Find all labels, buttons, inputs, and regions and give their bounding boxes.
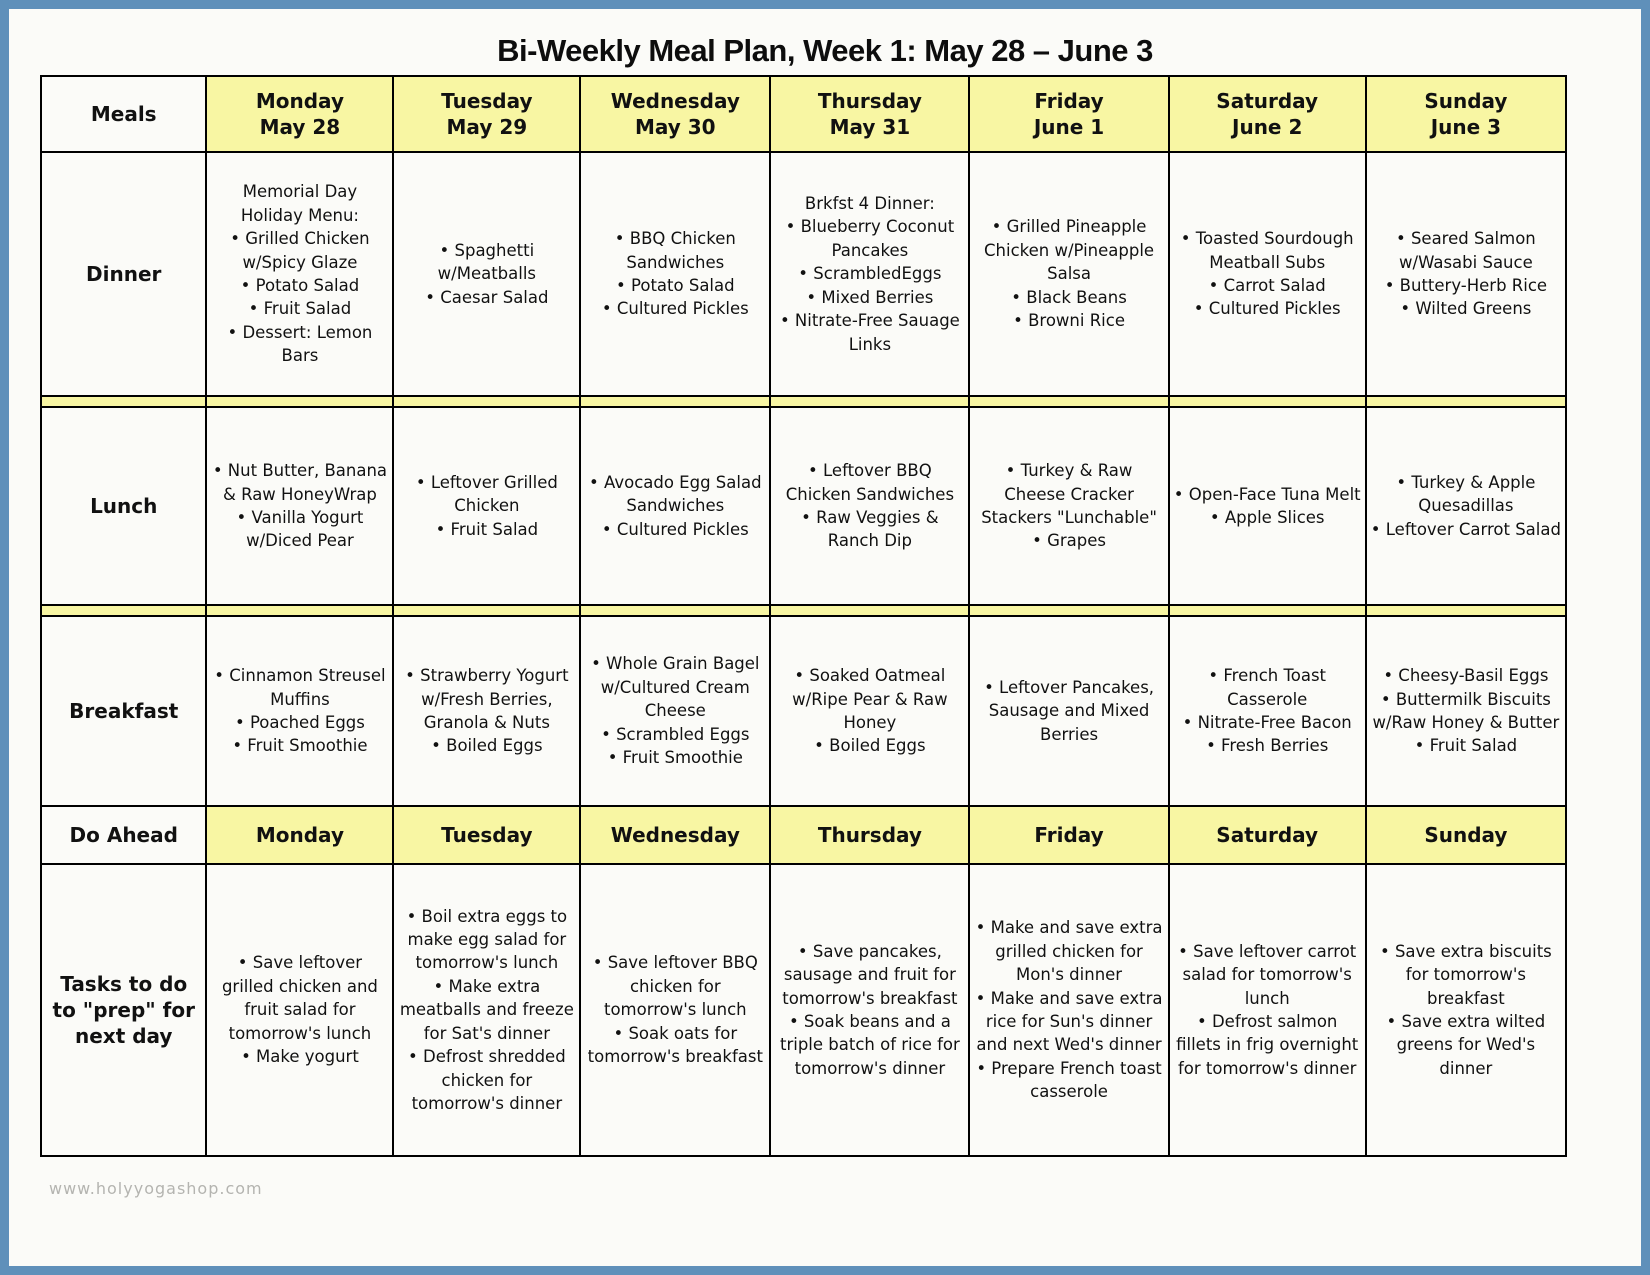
breakfast-saturday (1169, 616, 1366, 806)
task-item: • Save extra wilted greens for Wed's dinner (1386, 1012, 1546, 1078)
row-label-do-ahead: Do Ahead (41, 806, 206, 864)
menu-item: • Fruit Salad (248, 299, 352, 319)
dinner-row (41, 152, 1566, 396)
day-name: Tuesday (441, 89, 533, 113)
breakfast-thursday (770, 616, 969, 806)
menu-item: • Nitrate-Free Sauage Links (779, 311, 960, 354)
tasks-thursday (770, 864, 969, 1156)
tasks-row (41, 864, 1566, 1156)
menu-item: Memorial Day Holiday Menu: (240, 182, 359, 225)
task-item: • Save leftover BBQ chicken for tomorrow's lunch (592, 953, 758, 1020)
menu-item: • Strawberry Yogurt w/Fresh Berries, Granola & Nuts (405, 666, 569, 732)
dinner-saturday (1169, 152, 1366, 396)
do-ahead-row (41, 806, 1566, 864)
do-ahead-saturday: Saturday (1169, 806, 1366, 864)
menu-item: • Carrot Salad (1208, 276, 1326, 295)
separator-cell (969, 605, 1168, 616)
lunch-saturday (1169, 407, 1366, 605)
menu-item: • Poached Eggs (234, 713, 365, 732)
menu-item: Brkfst 4 Dinner: (804, 194, 935, 214)
tasks-friday (969, 864, 1168, 1156)
menu-item: • Boiled Eggs (431, 736, 543, 756)
breakfast-tuesday (393, 616, 580, 806)
do-ahead-friday: Friday (969, 806, 1168, 864)
separator-cell (206, 605, 393, 616)
dinner-sunday (1366, 152, 1566, 396)
do-ahead-wednesday: Wednesday (580, 806, 770, 864)
menu-item: • Buttermilk Biscuits w/Raw Honey & Butter (1372, 689, 1560, 732)
menu-item: • Avocado Egg Salad Sandwiches (589, 472, 762, 516)
row-label-tasks: Tasks to do to "prep" for next day (41, 864, 206, 1156)
dinner-monday (206, 152, 393, 396)
separator-cell (206, 396, 393, 407)
day-date: May 30 (634, 115, 716, 139)
separator-cell (1169, 605, 1366, 616)
menu-item: • Toasted Sourdough Meatball Subs (1180, 229, 1354, 272)
separator-cell (41, 396, 206, 407)
day-name: Thursday (817, 89, 922, 113)
column-header-saturday (1169, 76, 1366, 152)
menu-item: • Cheesy-Basil Eggs (1383, 666, 1549, 686)
menu-item: • Leftover Grilled Chicken (415, 472, 558, 516)
menu-item: • Wilted Greens (1400, 299, 1532, 319)
menu-item: • Black Beans (1011, 287, 1127, 307)
menu-item: • Turkey & Apple Quesadillas (1396, 472, 1536, 516)
menu-item: • Caesar Salad (425, 287, 549, 307)
menu-item: • Blueberry Coconut Pancakes (785, 217, 955, 260)
menu-item: • BBQ Chicken Sandwiches (614, 229, 736, 272)
tasks-wednesday (580, 864, 770, 1156)
menu-item: • Potato Salad (240, 276, 360, 295)
task-item: • Make and save extra grilled chicken for Mon's dinner (975, 918, 1163, 985)
day-date: May 31 (829, 115, 911, 139)
separator-cell (580, 605, 770, 616)
lunch-sunday (1366, 407, 1566, 605)
meals-corner-header: Meals (41, 76, 206, 152)
separator-cell (1366, 396, 1566, 407)
menu-item: • Grilled Pineapple Chicken w/Pineapple Salsa (984, 217, 1155, 284)
menu-item: • Cultured Pickles (601, 519, 749, 539)
dinner-wednesday (580, 152, 770, 396)
row-label-breakfast: Breakfast (41, 616, 206, 806)
menu-item: • Seared Salmon w/Wasabi Sauce (1395, 229, 1536, 272)
separator-cell (580, 396, 770, 407)
tasks-tuesday (393, 864, 580, 1156)
column-header-sunday (1366, 76, 1566, 152)
menu-item: • Nut Butter, Banana & Raw HoneyWrap (212, 461, 388, 504)
menu-item: • Grilled Chicken w/Spicy Glaze (230, 229, 370, 272)
menu-item: • Cultured Pickles (1193, 299, 1341, 319)
page-title: Bi-Weekly Meal Plan, Week 1: May 28 – June 3 (497, 33, 1153, 68)
separator-cell (1169, 396, 1366, 407)
breakfast-wednesday (580, 616, 770, 806)
menu-item: • Nitrate-Free Bacon (1182, 713, 1352, 732)
separator-cell (41, 605, 206, 616)
menu-item: • ScrambledEggs (798, 264, 942, 284)
separator-cell (393, 605, 580, 616)
menu-item: • Cinnamon Streusel Muffins (214, 666, 386, 709)
day-name: Saturday (1216, 89, 1319, 113)
task-item: • Make and save extra rice for Sun's dinner and next Wed's dinner (975, 988, 1163, 1055)
menu-item: • Apple Slices (1209, 508, 1325, 527)
day-date: May 29 (446, 115, 528, 139)
day-name: Sunday (1424, 89, 1508, 113)
menu-item: • Spaghetti w/Meatballs (437, 240, 537, 284)
column-header-monday (206, 76, 393, 152)
menu-item: • Cultured Pickles (601, 299, 749, 319)
header-row (41, 76, 1566, 152)
menu-item: • Vanilla Yogurt w/Diced Pear (236, 508, 364, 551)
separator-cell (1366, 605, 1566, 616)
day-name: Wednesday (610, 89, 740, 113)
lunch-wednesday (580, 407, 770, 605)
task-item: • Make extra meatballs and freeze for Sat's dinner (399, 976, 574, 1043)
day-date: May 28 (259, 115, 341, 139)
task-item: • Soak oats for tomorrow's breakfast (587, 1023, 763, 1067)
menu-item: • Potato Salad (616, 276, 735, 295)
tasks-sunday (1366, 864, 1566, 1156)
separator-row (41, 396, 1566, 407)
breakfast-row (41, 616, 1566, 806)
task-item: • Save leftover carrot salad for tomorrow's lunch (1178, 941, 1357, 1008)
breakfast-monday (206, 616, 393, 806)
menu-item: • Mixed Berries (806, 287, 934, 307)
do-ahead-thursday: Thursday (770, 806, 969, 864)
day-date: June 3 (1430, 115, 1502, 139)
separator-cell (969, 396, 1168, 407)
task-item: • Save pancakes, sausage and fruit for tomorrow's breakfast (782, 941, 958, 1008)
column-header-tuesday (393, 76, 580, 152)
task-item: • Defrost shredded chicken for tomorrow's dinner (408, 1047, 566, 1113)
menu-item: • Scrambled Eggs (601, 724, 750, 744)
meal-plan-table (40, 75, 1567, 1157)
lunch-thursday (770, 407, 969, 605)
menu-item: • French Toast Casserole (1208, 666, 1327, 709)
task-item: • Make yogurt (241, 1047, 359, 1067)
menu-item: • Open-Face Tuna Melt (1173, 484, 1361, 504)
menu-item: • Buttery-Herb Rice (1384, 276, 1548, 295)
menu-item: • Raw Veggies & Ranch Dip (801, 508, 939, 551)
dinner-friday (969, 152, 1168, 396)
separator-cell (393, 396, 580, 407)
do-ahead-monday: Monday (206, 806, 393, 864)
do-ahead-sunday: Sunday (1366, 806, 1566, 864)
tasks-monday (206, 864, 393, 1156)
task-item: • Soak beans and a triple batch of rice for tomorrow's dinner (779, 1012, 960, 1078)
lunch-friday (969, 407, 1168, 605)
do-ahead-tuesday: Tuesday (393, 806, 580, 864)
lunch-tuesday (393, 407, 580, 605)
day-name: Monday (255, 89, 344, 113)
task-item: • Save extra biscuits for tomorrow's breakfast (1379, 941, 1552, 1008)
task-item: • Defrost salmon fillets in frig overnight for tomorrow's dinner (1176, 1012, 1359, 1078)
row-label-dinner: Dinner (41, 152, 206, 396)
day-date: June 2 (1232, 115, 1303, 139)
lunch-monday (206, 407, 393, 605)
lunch-row (41, 407, 1566, 605)
dinner-thursday (770, 152, 969, 396)
menu-item: • Fruit Salad (435, 519, 539, 539)
separator-cell (770, 605, 969, 616)
menu-item: • Grapes (1032, 531, 1106, 551)
watermark-url: www.holyyogashop.com (49, 1179, 263, 1198)
menu-item: • Boiled Eggs (814, 736, 926, 756)
column-header-wednesday (580, 76, 770, 152)
task-item: • Prepare French toast casserole (976, 1058, 1162, 1102)
menu-item: • Fruit Smoothie (232, 736, 368, 756)
breakfast-sunday (1366, 616, 1566, 806)
menu-item: • Turkey & Raw Cheese Cracker Stackers "Lunchable" (981, 461, 1157, 527)
breakfast-friday (969, 616, 1168, 806)
menu-item: • Leftover Pancakes, Sausage and Mixed Berries (984, 677, 1155, 744)
separator-cell (770, 396, 969, 407)
menu-item: • Leftover Carrot Salad (1370, 519, 1561, 539)
menu-item: • Fruit Salad (1414, 736, 1518, 756)
tasks-saturday (1169, 864, 1366, 1156)
column-header-thursday (770, 76, 969, 152)
menu-item: • Dessert: Lemon Bars (227, 322, 373, 366)
day-name: Friday (1034, 89, 1104, 113)
menu-item: • Browni Rice (1013, 311, 1125, 331)
task-item: • Boil extra eggs to make egg salad for tomorrow's lunch (406, 906, 568, 973)
task-item: • Save leftover grilled chicken and fruit salad for tomorrow's lunch (221, 953, 378, 1043)
menu-item: • Leftover BBQ Chicken Sandwiches (785, 461, 955, 504)
menu-item: • Soaked Oatmeal w/Ripe Pear & Raw Honey (792, 666, 948, 732)
menu-item: • Fresh Berries (1206, 736, 1329, 756)
menu-item: • Whole Grain Bagel w/Cultured Cream Cheese (591, 654, 760, 721)
row-label-lunch: Lunch (41, 407, 206, 605)
day-date: June 1 (1033, 115, 1105, 139)
dinner-tuesday (393, 152, 580, 396)
menu-item: • Fruit Smoothie (607, 748, 743, 768)
separator-row (41, 605, 1566, 616)
column-header-friday (969, 76, 1168, 152)
